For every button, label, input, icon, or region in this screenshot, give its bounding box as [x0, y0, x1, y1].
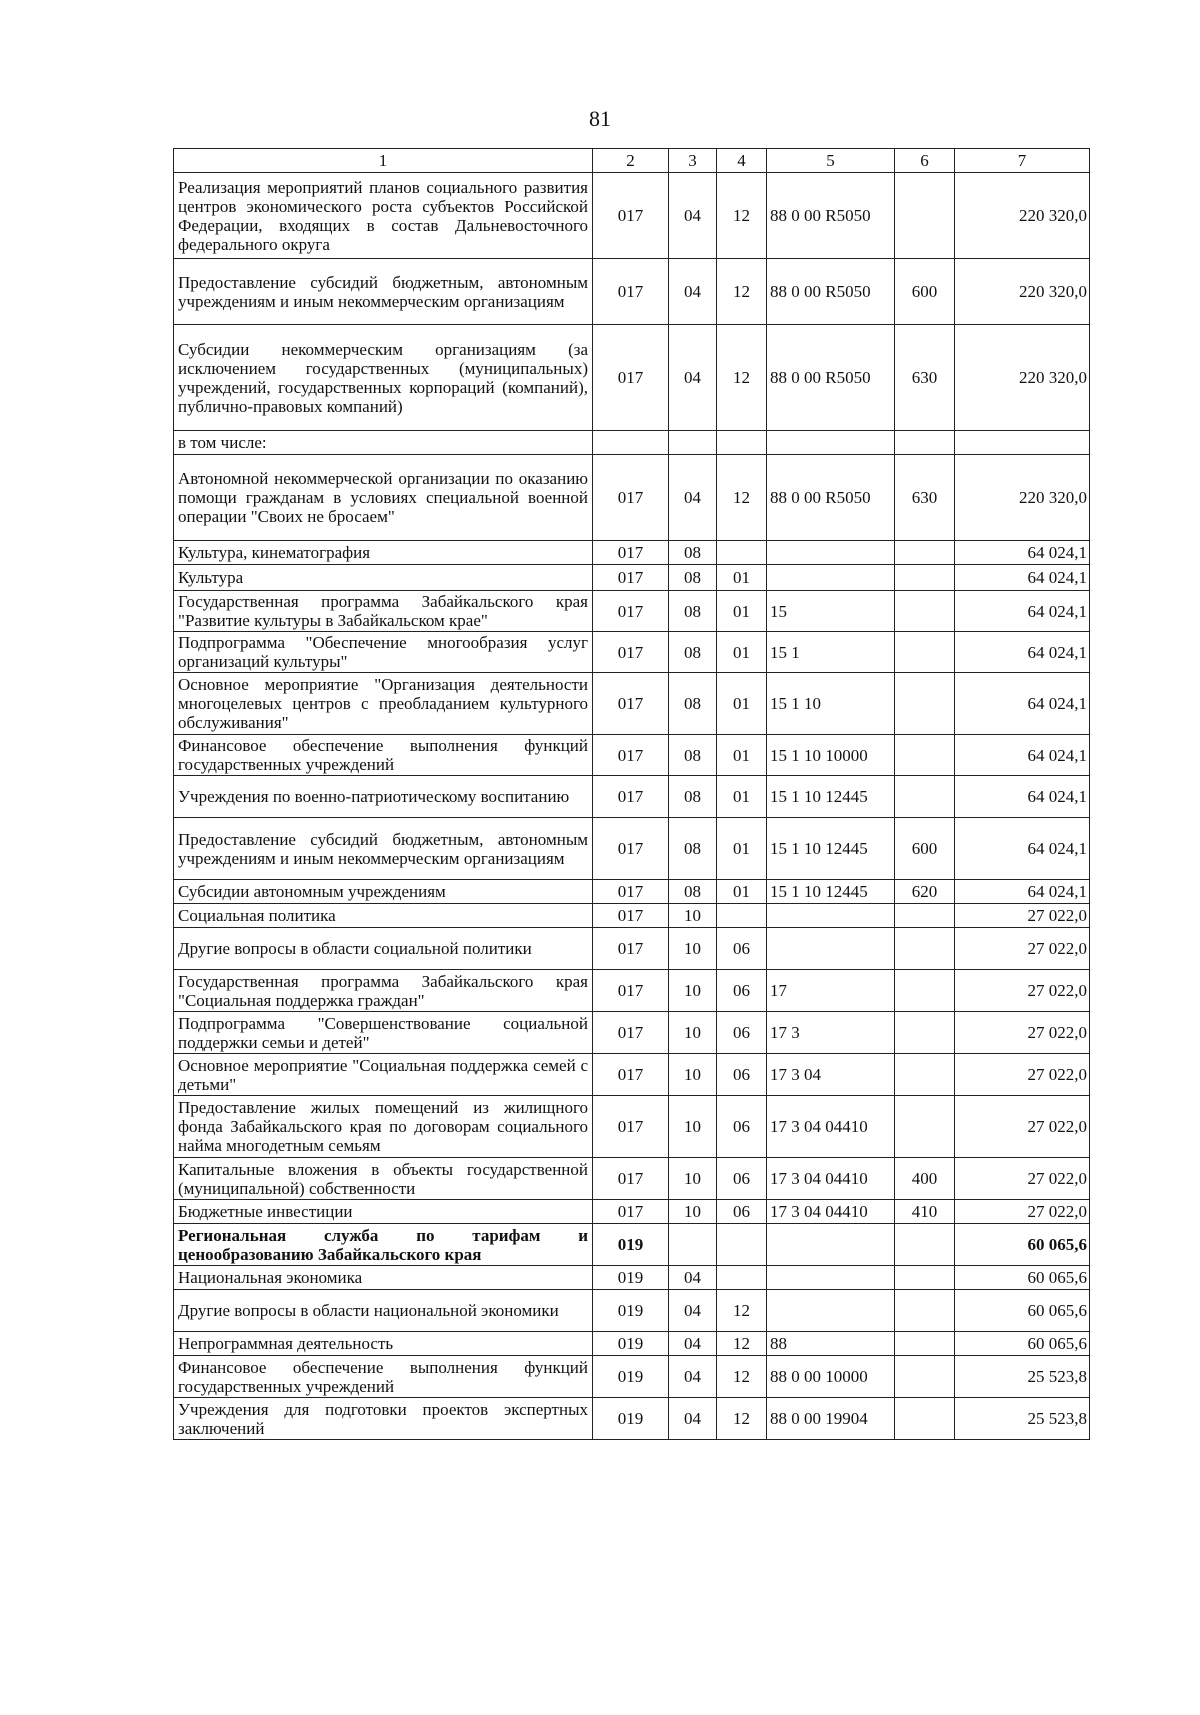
cell-section: 10 — [669, 928, 717, 970]
table-row — [174, 1200, 1090, 1224]
cell-section — [669, 431, 717, 455]
cell-name: Культура — [174, 565, 593, 591]
table-row — [174, 455, 1090, 541]
cell-name: Финансовое обеспечение выполнения функций государственных учреждений — [174, 1356, 593, 1398]
cell-amount: 220 320,0 — [955, 173, 1090, 259]
cell-target-article — [767, 1224, 895, 1266]
cell-subsection — [717, 541, 767, 565]
cell-amount: 27 022,0 — [955, 1096, 1090, 1158]
cell-grbs: 017 — [593, 928, 669, 970]
table-row — [174, 431, 1090, 455]
table-row — [174, 1266, 1090, 1290]
cell-expense-type — [895, 565, 955, 591]
table-row — [174, 1158, 1090, 1200]
cell-amount: 27 022,0 — [955, 1012, 1090, 1054]
cell-grbs: 017 — [593, 259, 669, 325]
table-row — [174, 1290, 1090, 1332]
cell-section: 08 — [669, 565, 717, 591]
cell-target-article: 15 1 10 12445 — [767, 818, 895, 880]
cell-name: Субсидии некоммерческим организациям (за исключением государственных (муниципальных) учреждений, государственных корпораций (компаний), публично-правовых компаний) — [174, 325, 593, 431]
cell-name: Другие вопросы в области национальной экономики — [174, 1290, 593, 1332]
cell-amount: 64 024,1 — [955, 880, 1090, 904]
cell-section: 04 — [669, 1266, 717, 1290]
cell-subsection — [717, 1224, 767, 1266]
cell-grbs: 019 — [593, 1266, 669, 1290]
cell-section: 10 — [669, 1096, 717, 1158]
cell-subsection: 01 — [717, 591, 767, 632]
cell-amount: 27 022,0 — [955, 970, 1090, 1012]
cell-expense-type — [895, 1012, 955, 1054]
cell-subsection: 12 — [717, 1356, 767, 1398]
table-row — [174, 1096, 1090, 1158]
cell-name: Социальная политика — [174, 904, 593, 928]
cell-name: Учреждения для подготовки проектов экспертных заключений — [174, 1398, 593, 1440]
cell-expense-type — [895, 591, 955, 632]
cell-subsection: 06 — [717, 928, 767, 970]
cell-target-article — [767, 565, 895, 591]
cell-name: Региональная служба по тарифам и ценообразованию Забайкальского края — [174, 1224, 593, 1266]
table-row — [174, 1012, 1090, 1054]
cell-amount: 27 022,0 — [955, 1054, 1090, 1096]
cell-subsection: 01 — [717, 880, 767, 904]
cell-target-article — [767, 1290, 895, 1332]
cell-target-article: 88 0 00 R5050 — [767, 173, 895, 259]
cell-section: 10 — [669, 1200, 717, 1224]
cell-amount: 220 320,0 — [955, 325, 1090, 431]
cell-grbs: 017 — [593, 541, 669, 565]
table-row — [174, 325, 1090, 431]
cell-expense-type: 630 — [895, 325, 955, 431]
cell-section: 08 — [669, 673, 717, 735]
cell-target-article: 17 3 — [767, 1012, 895, 1054]
cell-grbs: 019 — [593, 1224, 669, 1266]
cell-target-article: 15 1 10 10000 — [767, 735, 895, 776]
cell-section: 08 — [669, 880, 717, 904]
cell-target-article: 88 0 00 10000 — [767, 1356, 895, 1398]
cell-amount: 25 523,8 — [955, 1398, 1090, 1440]
cell-amount: 64 024,1 — [955, 541, 1090, 565]
cell-target-article: 88 — [767, 1332, 895, 1356]
cell-section: 04 — [669, 1332, 717, 1356]
cell-subsection — [717, 1266, 767, 1290]
cell-amount: 60 065,6 — [955, 1266, 1090, 1290]
cell-subsection: 12 — [717, 259, 767, 325]
cell-name: Непрограммная деятельность — [174, 1332, 593, 1356]
cell-expense-type: 620 — [895, 880, 955, 904]
cell-expense-type — [895, 1398, 955, 1440]
table-row — [174, 776, 1090, 818]
cell-section: 08 — [669, 735, 717, 776]
header-cell: 5 — [767, 149, 895, 173]
cell-subsection: 12 — [717, 173, 767, 259]
cell-amount: 27 022,0 — [955, 904, 1090, 928]
cell-name: Культура, кинематография — [174, 541, 593, 565]
cell-expense-type — [895, 673, 955, 735]
cell-subsection: 06 — [717, 1158, 767, 1200]
cell-target-article: 88 0 00 R5050 — [767, 259, 895, 325]
cell-section: 04 — [669, 173, 717, 259]
cell-grbs: 017 — [593, 325, 669, 431]
cell-name: Бюджетные инвестиции — [174, 1200, 593, 1224]
cell-section — [669, 1224, 717, 1266]
cell-section: 08 — [669, 776, 717, 818]
cell-expense-type — [895, 1266, 955, 1290]
cell-name: Основное мероприятие "Социальная поддержка семей с детьми" — [174, 1054, 593, 1096]
cell-amount: 64 024,1 — [955, 776, 1090, 818]
cell-target-article — [767, 904, 895, 928]
cell-name: Учреждения по военно-патриотическому воспитанию — [174, 776, 593, 818]
cell-target-article: 15 1 10 12445 — [767, 880, 895, 904]
cell-amount — [955, 431, 1090, 455]
cell-subsection: 06 — [717, 1096, 767, 1158]
cell-amount: 60 065,6 — [955, 1290, 1090, 1332]
cell-target-article: 17 3 04 — [767, 1054, 895, 1096]
header-cell: 2 — [593, 149, 669, 173]
table-row — [174, 1054, 1090, 1096]
cell-name: Другие вопросы в области социальной политики — [174, 928, 593, 970]
header-row — [174, 149, 1090, 173]
cell-subsection: 12 — [717, 455, 767, 541]
cell-subsection: 12 — [717, 1290, 767, 1332]
cell-name: Государственная программа Забайкальского края "Развитие культуры в Забайкальском крае" — [174, 591, 593, 632]
cell-subsection: 12 — [717, 325, 767, 431]
cell-expense-type — [895, 173, 955, 259]
cell-target-article: 15 1 — [767, 632, 895, 673]
cell-name: Автономной некоммерческой организации по оказанию помощи гражданам в условиях специальной военной операции "Своих не бросаем" — [174, 455, 593, 541]
cell-grbs: 017 — [593, 1200, 669, 1224]
cell-target-article: 88 0 00 R5050 — [767, 455, 895, 541]
cell-subsection: 01 — [717, 735, 767, 776]
cell-grbs: 017 — [593, 1054, 669, 1096]
header-cell: 1 — [174, 149, 593, 173]
cell-section: 10 — [669, 1158, 717, 1200]
table-row — [174, 173, 1090, 259]
cell-expense-type — [895, 904, 955, 928]
cell-grbs: 017 — [593, 970, 669, 1012]
cell-section: 08 — [669, 632, 717, 673]
cell-expense-type — [895, 1290, 955, 1332]
cell-grbs: 017 — [593, 632, 669, 673]
cell-grbs: 017 — [593, 673, 669, 735]
table-row — [174, 735, 1090, 776]
cell-amount: 64 024,1 — [955, 818, 1090, 880]
cell-grbs: 019 — [593, 1356, 669, 1398]
cell-target-article: 15 1 10 — [767, 673, 895, 735]
cell-section: 04 — [669, 325, 717, 431]
cell-subsection: 01 — [717, 632, 767, 673]
cell-grbs: 017 — [593, 1012, 669, 1054]
cell-target-article: 17 — [767, 970, 895, 1012]
cell-expense-type — [895, 1054, 955, 1096]
cell-name: Государственная программа Забайкальского края "Социальная поддержка граждан" — [174, 970, 593, 1012]
cell-subsection — [717, 431, 767, 455]
cell-grbs: 019 — [593, 1398, 669, 1440]
cell-name: Подпрограмма "Совершенствование социальной поддержки семьи и детей" — [174, 1012, 593, 1054]
cell-amount: 60 065,6 — [955, 1332, 1090, 1356]
cell-grbs: 017 — [593, 1158, 669, 1200]
header-cell: 4 — [717, 149, 767, 173]
cell-subsection: 06 — [717, 970, 767, 1012]
cell-target-article — [767, 1266, 895, 1290]
cell-expense-type: 630 — [895, 455, 955, 541]
cell-subsection: 06 — [717, 1012, 767, 1054]
table-row — [174, 1398, 1090, 1440]
cell-section: 10 — [669, 904, 717, 928]
table-row — [174, 673, 1090, 735]
table-row — [174, 970, 1090, 1012]
cell-target-article — [767, 928, 895, 970]
cell-grbs: 017 — [593, 776, 669, 818]
cell-grbs: 017 — [593, 735, 669, 776]
cell-section: 08 — [669, 818, 717, 880]
cell-section: 04 — [669, 1398, 717, 1440]
cell-amount: 27 022,0 — [955, 1158, 1090, 1200]
cell-section: 04 — [669, 455, 717, 541]
cell-subsection: 12 — [717, 1398, 767, 1440]
table-row — [174, 541, 1090, 565]
table-row — [174, 880, 1090, 904]
cell-name: Основное мероприятие "Организация деятельности многоцелевых центров с преобладанием культурного обслуживания" — [174, 673, 593, 735]
cell-subsection: 01 — [717, 673, 767, 735]
cell-grbs: 017 — [593, 904, 669, 928]
cell-section: 10 — [669, 1012, 717, 1054]
cell-subsection: 01 — [717, 818, 767, 880]
cell-target-article: 17 3 04 04410 — [767, 1096, 895, 1158]
cell-subsection: 12 — [717, 1332, 767, 1356]
cell-section: 10 — [669, 970, 717, 1012]
table-row — [174, 1356, 1090, 1398]
cell-section: 04 — [669, 1290, 717, 1332]
cell-expense-type — [895, 632, 955, 673]
cell-target-article: 17 3 04 04410 — [767, 1200, 895, 1224]
cell-grbs: 017 — [593, 565, 669, 591]
table-row — [174, 591, 1090, 632]
cell-amount: 27 022,0 — [955, 1200, 1090, 1224]
cell-expense-type: 400 — [895, 1158, 955, 1200]
cell-subsection — [717, 904, 767, 928]
table-row — [174, 1224, 1090, 1266]
budget-table — [173, 148, 1090, 1440]
cell-amount: 64 024,1 — [955, 632, 1090, 673]
cell-expense-type — [895, 431, 955, 455]
header-cell: 6 — [895, 149, 955, 173]
cell-grbs — [593, 431, 669, 455]
cell-grbs: 017 — [593, 818, 669, 880]
cell-name: Предоставление жилых помещений из жилищного фонда Забайкальского края по договорам социального найма многодетным семьям — [174, 1096, 593, 1158]
cell-name: Предоставление субсидий бюджетным, автономным учреждениям и иным некоммерческим организациям — [174, 259, 593, 325]
cell-subsection: 01 — [717, 565, 767, 591]
cell-amount: 64 024,1 — [955, 735, 1090, 776]
cell-amount: 64 024,1 — [955, 565, 1090, 591]
cell-amount: 64 024,1 — [955, 673, 1090, 735]
cell-amount: 64 024,1 — [955, 591, 1090, 632]
cell-amount: 220 320,0 — [955, 455, 1090, 541]
table-row — [174, 818, 1090, 880]
table-row — [174, 259, 1090, 325]
table-row — [174, 928, 1090, 970]
cell-grbs: 017 — [593, 880, 669, 904]
cell-target-article: 88 0 00 19904 — [767, 1398, 895, 1440]
table-row — [174, 1332, 1090, 1356]
cell-amount: 27 022,0 — [955, 928, 1090, 970]
cell-expense-type: 410 — [895, 1200, 955, 1224]
cell-expense-type — [895, 776, 955, 818]
cell-expense-type — [895, 541, 955, 565]
cell-name: Национальная экономика — [174, 1266, 593, 1290]
cell-target-article — [767, 541, 895, 565]
cell-grbs: 017 — [593, 173, 669, 259]
cell-target-article: 88 0 00 R5050 — [767, 325, 895, 431]
cell-name: Капитальные вложения в объекты государственной (муниципальной) собственности — [174, 1158, 593, 1200]
table-row — [174, 565, 1090, 591]
cell-subsection: 01 — [717, 776, 767, 818]
cell-name: в том числе: — [174, 431, 593, 455]
header-cell: 7 — [955, 149, 1090, 173]
cell-expense-type — [895, 1356, 955, 1398]
cell-grbs: 017 — [593, 1096, 669, 1158]
cell-expense-type: 600 — [895, 259, 955, 325]
cell-grbs: 019 — [593, 1332, 669, 1356]
table-row — [174, 632, 1090, 673]
cell-target-article: 15 — [767, 591, 895, 632]
cell-section: 08 — [669, 591, 717, 632]
cell-section: 04 — [669, 259, 717, 325]
cell-name: Подпрограмма "Обеспечение многообразия услуг организаций культуры" — [174, 632, 593, 673]
cell-target-article: 15 1 10 12445 — [767, 776, 895, 818]
cell-amount: 220 320,0 — [955, 259, 1090, 325]
table-row — [174, 904, 1090, 928]
cell-expense-type — [895, 928, 955, 970]
cell-subsection: 06 — [717, 1054, 767, 1096]
header-cell: 3 — [669, 149, 717, 173]
cell-grbs: 017 — [593, 591, 669, 632]
cell-expense-type — [895, 735, 955, 776]
cell-expense-type — [895, 1332, 955, 1356]
cell-grbs: 017 — [593, 455, 669, 541]
cell-expense-type — [895, 1224, 955, 1266]
cell-grbs: 019 — [593, 1290, 669, 1332]
cell-expense-type — [895, 1096, 955, 1158]
page-number: 81 — [589, 106, 611, 131]
cell-subsection: 06 — [717, 1200, 767, 1224]
cell-section: 04 — [669, 1356, 717, 1398]
cell-amount: 60 065,6 — [955, 1224, 1090, 1266]
cell-section: 08 — [669, 541, 717, 565]
cell-name: Предоставление субсидий бюджетным, автономным учреждениям и иным некоммерческим организациям — [174, 818, 593, 880]
cell-expense-type — [895, 970, 955, 1012]
cell-section: 10 — [669, 1054, 717, 1096]
cell-target-article — [767, 431, 895, 455]
cell-target-article: 17 3 04 04410 — [767, 1158, 895, 1200]
cell-amount: 25 523,8 — [955, 1356, 1090, 1398]
cell-name: Финансовое обеспечение выполнения функций государственных учреждений — [174, 735, 593, 776]
cell-name: Субсидии автономным учреждениям — [174, 880, 593, 904]
cell-name: Реализация мероприятий планов социального развития центров экономического роста субъектов Российской Федерации, входящих в состав Дальневосточного федерального округа — [174, 173, 593, 259]
cell-expense-type: 600 — [895, 818, 955, 880]
